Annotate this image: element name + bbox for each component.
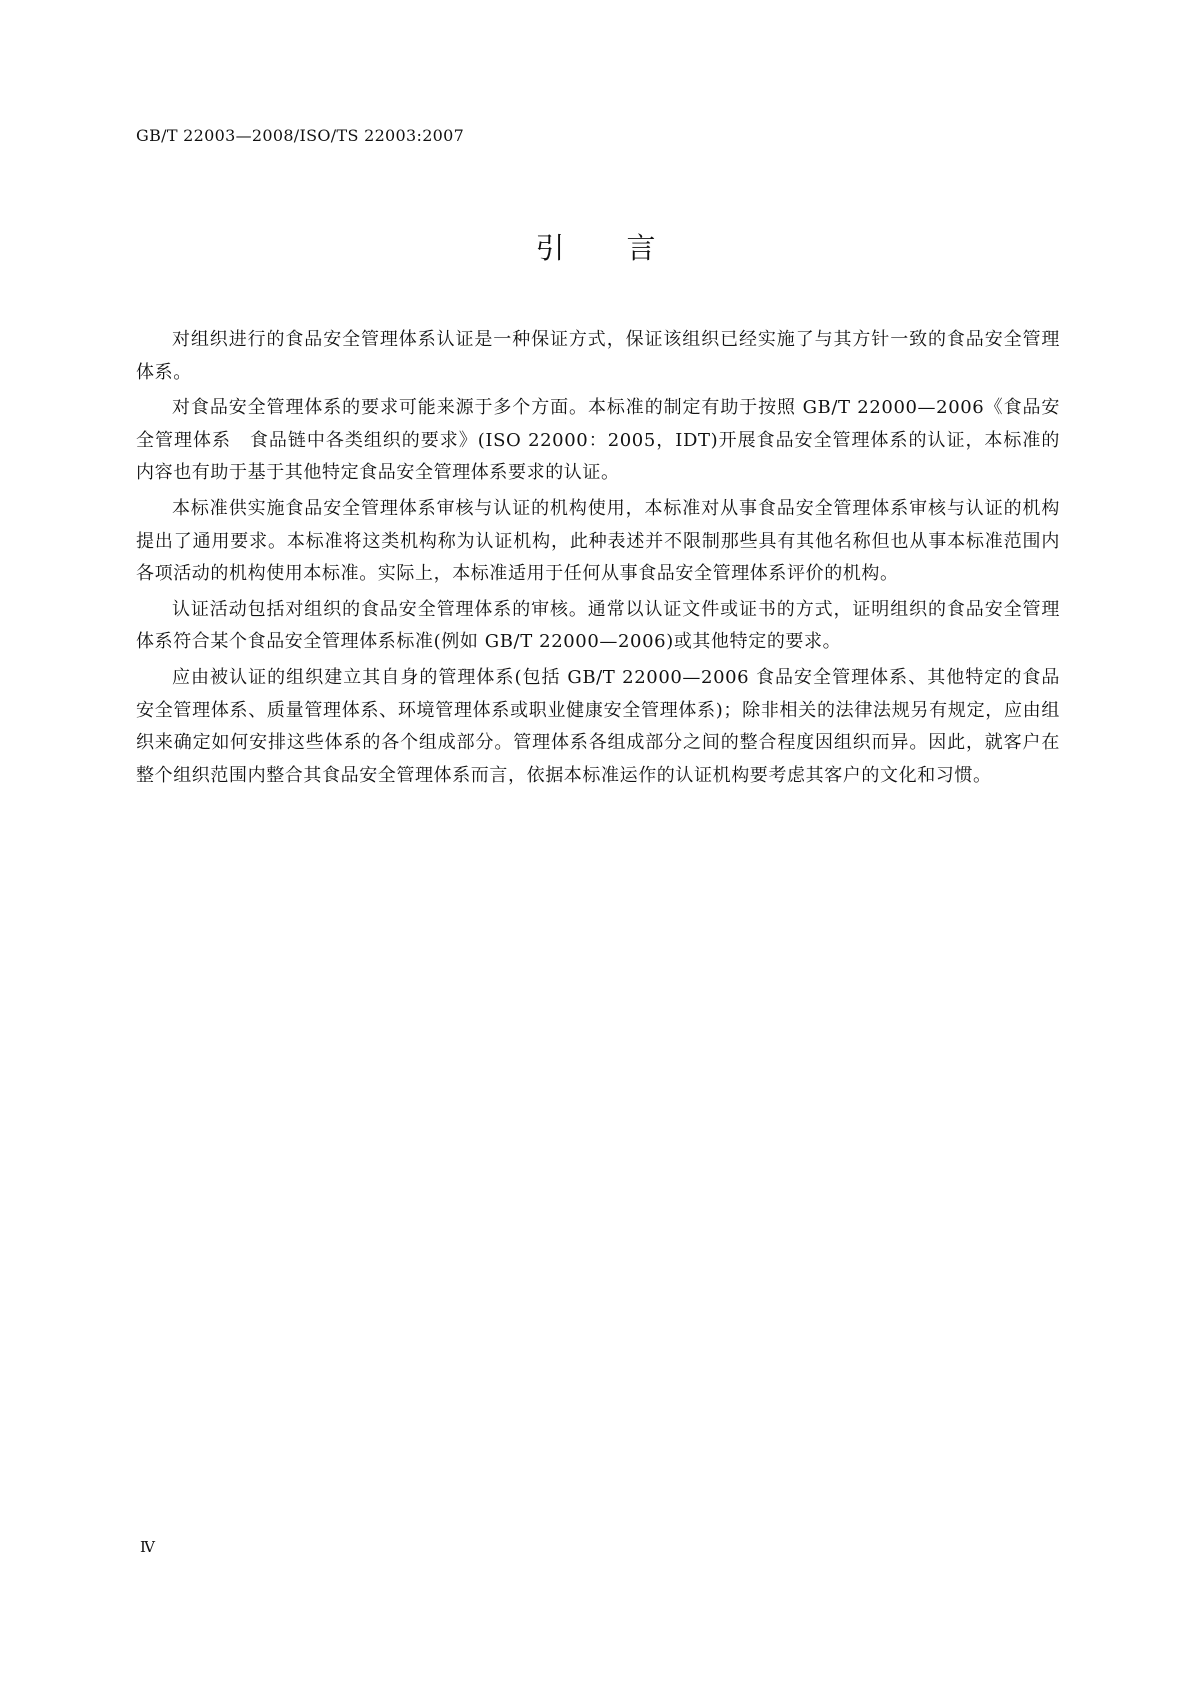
standard-code-header: GB/T 22003—2008/ISO/TS 22003:2007 [136,126,465,145]
paragraph-5: 应由被认证的组织建立其自身的管理体系(包括 GB/T 22000—2006 食品安全管理体系、其他特定的食品安全管理体系、质量管理体系、环境管理体系或职业健康安全管理体系)；除非相关的法律法规另有规定，应由组织来确定如何安排这些体系的各个组成部分。管理体系各组成部分之间的整合程度因组织而异。因此，就客户在整个组织范围内整合其食品安全管理体系而言，依据本标准运作的认证机构要考虑其客户的文化和习惯。 [136,666,1060,786]
paragraph-1: 对组织进行的食品安全管理体系认证是一种保证方式，保证该组织已经实施了与其方针一致的食品安全管理体系。 [136,329,1060,383]
paragraph-2: 对食品安全管理体系的要求可能来源于多个方面。本标准的制定有助于按照 GB/T 22000—2006《食品安全管理体系 食品链中各类组织的要求》(ISO 22000：2005，IDT)开展食品安全管理体系的认证，本标准的内容也有助于基于其他特定食品安全管理体系要求的认证。 [136,397,1060,484]
paragraph-3: 本标准供实施食品安全管理体系审核与认证的机构使用，本标准对从事食品安全管理体系审核与认证的机构提出了通用要求。本标准将这类机构称为认证机构，此种表述并不限制那些具有其他名称但也从事本标准范围内各项活动的机构使用本标准。实际上，本标准适用于任何从事食品安全管理体系评价的机构。 [136,497,1060,585]
introduction-body [136,324,1060,795]
page-number: Ⅳ [140,1538,155,1556]
page-title: 引言 [535,231,718,265]
paragraph-4: 认证活动包括对组织的食品安全管理体系的审核。通常以认证文件或证书的方式，证明组织的食品安全管理体系符合某个食品安全管理体系标准(例如 GB/T 22000—2006)或其他特定的要求。 [136,598,1060,653]
